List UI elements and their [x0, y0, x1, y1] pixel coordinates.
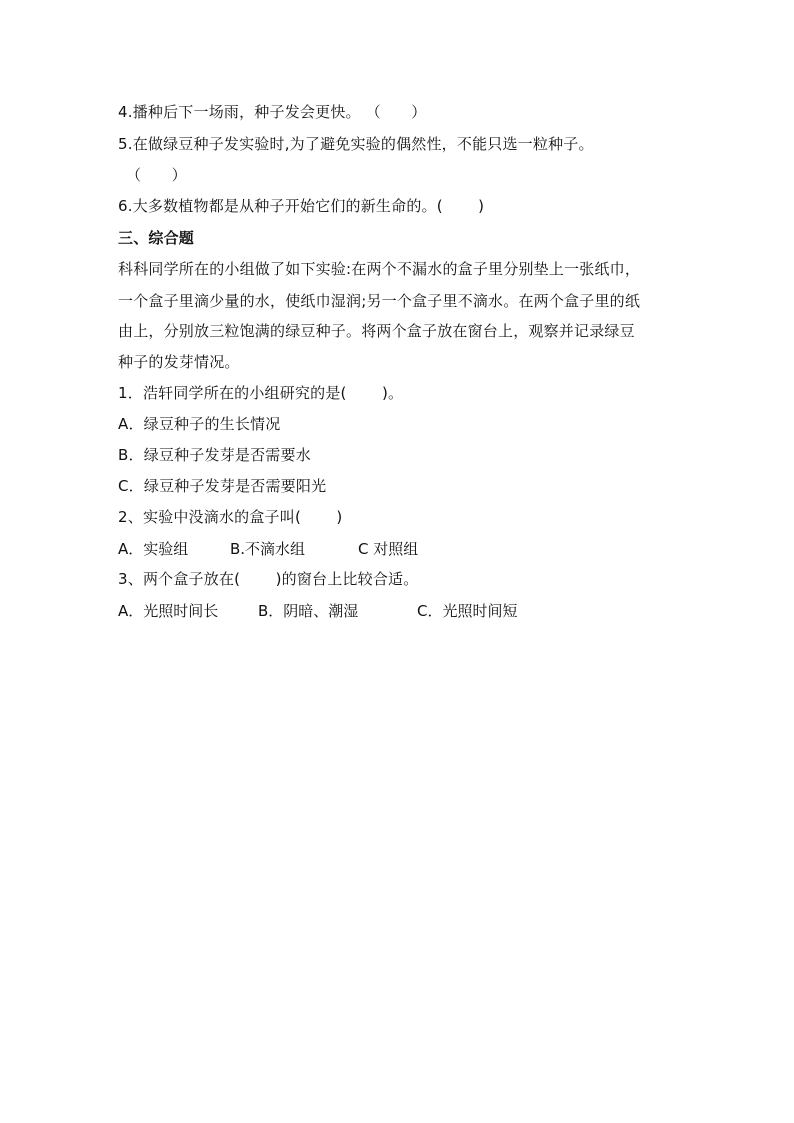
q3-stem: 3、两个盒子放在( )的窗台上比较合适。 — [118, 570, 419, 588]
q3-option-c: C．光照时间短 — [417, 602, 518, 620]
intro-line-3: 由上，分别放三粒饱满的绿豆种子。将两个盒子放在窗台上，观察并记录绿豆 — [118, 322, 635, 340]
q2-option-a: A．实验组 — [118, 540, 189, 558]
intro-line-4: 种子的发芽情况。 — [118, 353, 240, 371]
intro-line-1: 科科同学所在的小组做了如下实验:在两个不漏水的盒子里分别垫上一张纸巾， — [118, 260, 641, 278]
question-5: 5.在做绿豆种子发实验时,为了避免实验的偶然性，不能只选一粒种子。 — [118, 135, 594, 153]
question-5-blank: （ ） — [126, 166, 187, 184]
q1-option-a: A．绿豆种子的生长情况 — [118, 415, 281, 433]
question-4: 4.播种后下一场雨，种子发会更快。 （ ） — [118, 103, 427, 121]
q2-option-c: C 对照组 — [358, 540, 419, 558]
q2-option-b: B.不滴水组 — [230, 540, 306, 558]
q3-option-a: A．光照时间长 — [118, 602, 219, 620]
q1-option-b: B．绿豆种子发芽是否需要水 — [118, 446, 311, 464]
intro-line-2: 一个盒子里滴少量的水，使纸巾湿润;另一个盒子里不滴水。在两个盒子里的纸 — [118, 292, 641, 310]
q1-stem: 1．浩轩同学所在的小组研究的是( )。 — [118, 384, 404, 402]
section-heading: 三、综合题 — [118, 229, 195, 247]
q1-option-c: C．绿豆种子发芽是否需要阳光 — [118, 477, 327, 495]
q2-stem: 2、实验中没滴水的盒子叫( ) — [118, 508, 343, 526]
question-6: 6.大多数植物都是从种子开始它们的新生命的。( ) — [118, 197, 485, 215]
q3-option-b: B．阴暗、潮湿 — [258, 602, 359, 620]
